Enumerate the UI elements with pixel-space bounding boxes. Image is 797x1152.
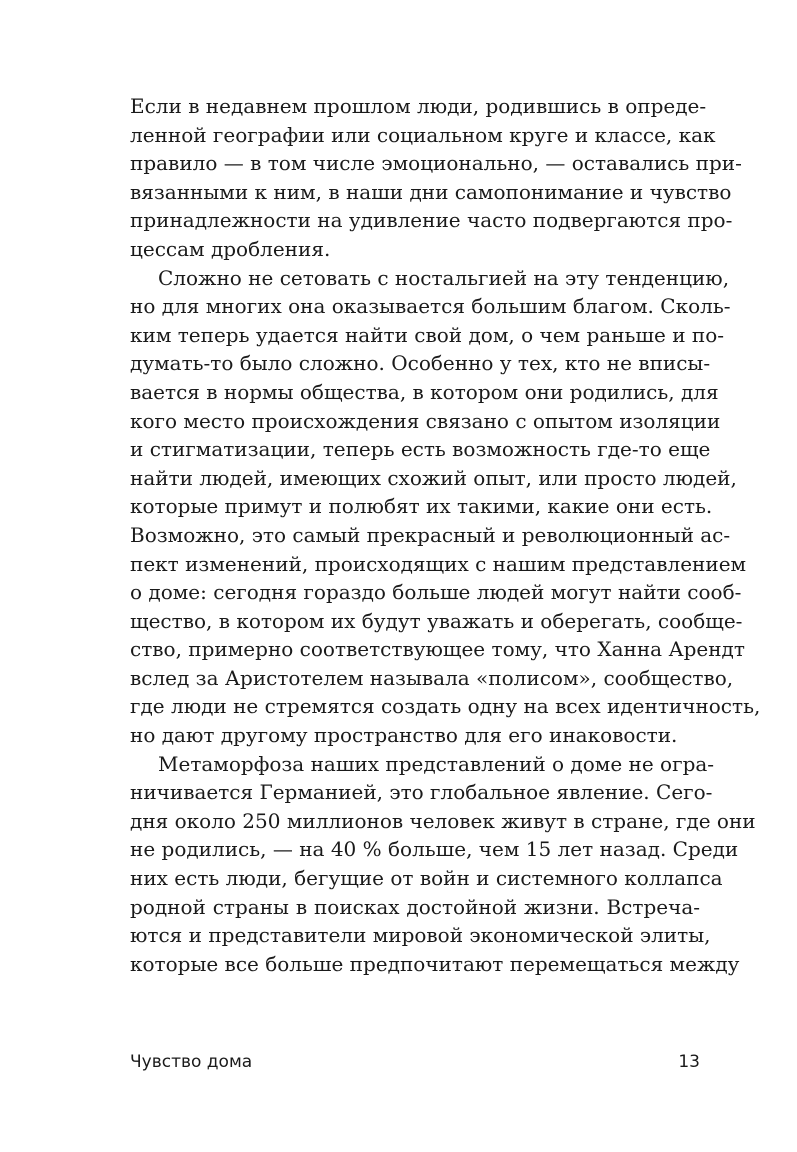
- text-line: родной страны в поисках достойной жизни. Встреча-: [130, 894, 700, 919]
- text-line: Возможно, это самый прекрасный и революционный ас-: [130, 522, 731, 547]
- text-line: но дают другому пространство для его инаковости.: [130, 723, 678, 748]
- text-line: Если в недавнем прошлом люди, родившись в опреде-: [130, 94, 707, 118]
- paragraph: [130, 92, 742, 264]
- text-line: о доме: сегодня гораздо больше людей могут найти сооб-: [130, 580, 742, 605]
- text-line: ются и представители мировой экономической элиты,: [130, 923, 711, 948]
- text-line: принадлежности на удивление часто подвергаются про-: [130, 208, 733, 233]
- text-line: ленной географии или социальном круге и классе, как: [130, 122, 716, 147]
- text-line: щество, в котором их будут уважать и оберегать, сообще-: [130, 608, 743, 633]
- text-line: и стигматизации, теперь есть возможность где-то еще: [130, 437, 711, 462]
- text-line: ство, примерно соответствующее тому, что Ханна Арендт: [130, 637, 745, 662]
- text-line: правило — в том числе эмоционально, — оставались при-: [130, 151, 742, 176]
- text-line: Сложно не сетовать с ностальгией на эту тенденцию,: [158, 265, 730, 290]
- body-text: [130, 92, 761, 978]
- text-line: кого место происхождения связано с опытом изоляции: [130, 408, 721, 433]
- text-line: дня около 250 миллионов человек живут в стране, где они: [130, 808, 756, 833]
- text-line: вслед за Аристотелем называла «полисом», сообщество,: [130, 665, 734, 690]
- paragraph: [130, 750, 756, 979]
- text-line: вязанными к ним, в наши дни самопонимание и чувство: [130, 179, 732, 204]
- text-line: цессам дробления.: [130, 236, 331, 261]
- text-line: вается в нормы общества, в котором они родились, для: [130, 379, 719, 404]
- page-number: 13: [678, 1052, 700, 1072]
- text-line: не родились, — на 40 % больше, чем 15 лет назад. Среди: [130, 837, 739, 862]
- text-line: пект изменений, происходящих с нашим представлением: [130, 551, 747, 576]
- text-line: которые примут и полюбят их такими, какие они есть.: [130, 494, 713, 519]
- running-title: Чувство дома: [130, 1052, 253, 1072]
- text-line: ким теперь удается найти свой дом, о чем раньше и по-: [130, 322, 725, 347]
- paragraph: [130, 264, 761, 750]
- text-line: найти людей, имеющих схожий опыт, или просто людей,: [130, 465, 737, 490]
- text-line: но для многих она оказывается большим благом. Сколь-: [130, 294, 731, 319]
- text-line: которые все больше предпочитают перемещаться между: [130, 951, 740, 976]
- text-line: где люди не стремятся создать одну на всех идентичность,: [130, 694, 761, 719]
- text-line: ничивается Германией, это глобальное явление. Сего-: [130, 780, 713, 805]
- text-line: них есть люди, бегущие от войн и системного коллапса: [130, 866, 723, 891]
- text-line: думать-то было сложно. Особенно у тех, кто не вписы-: [130, 351, 711, 376]
- text-line: Метаморфоза наших представлений о доме не огра-: [158, 751, 715, 776]
